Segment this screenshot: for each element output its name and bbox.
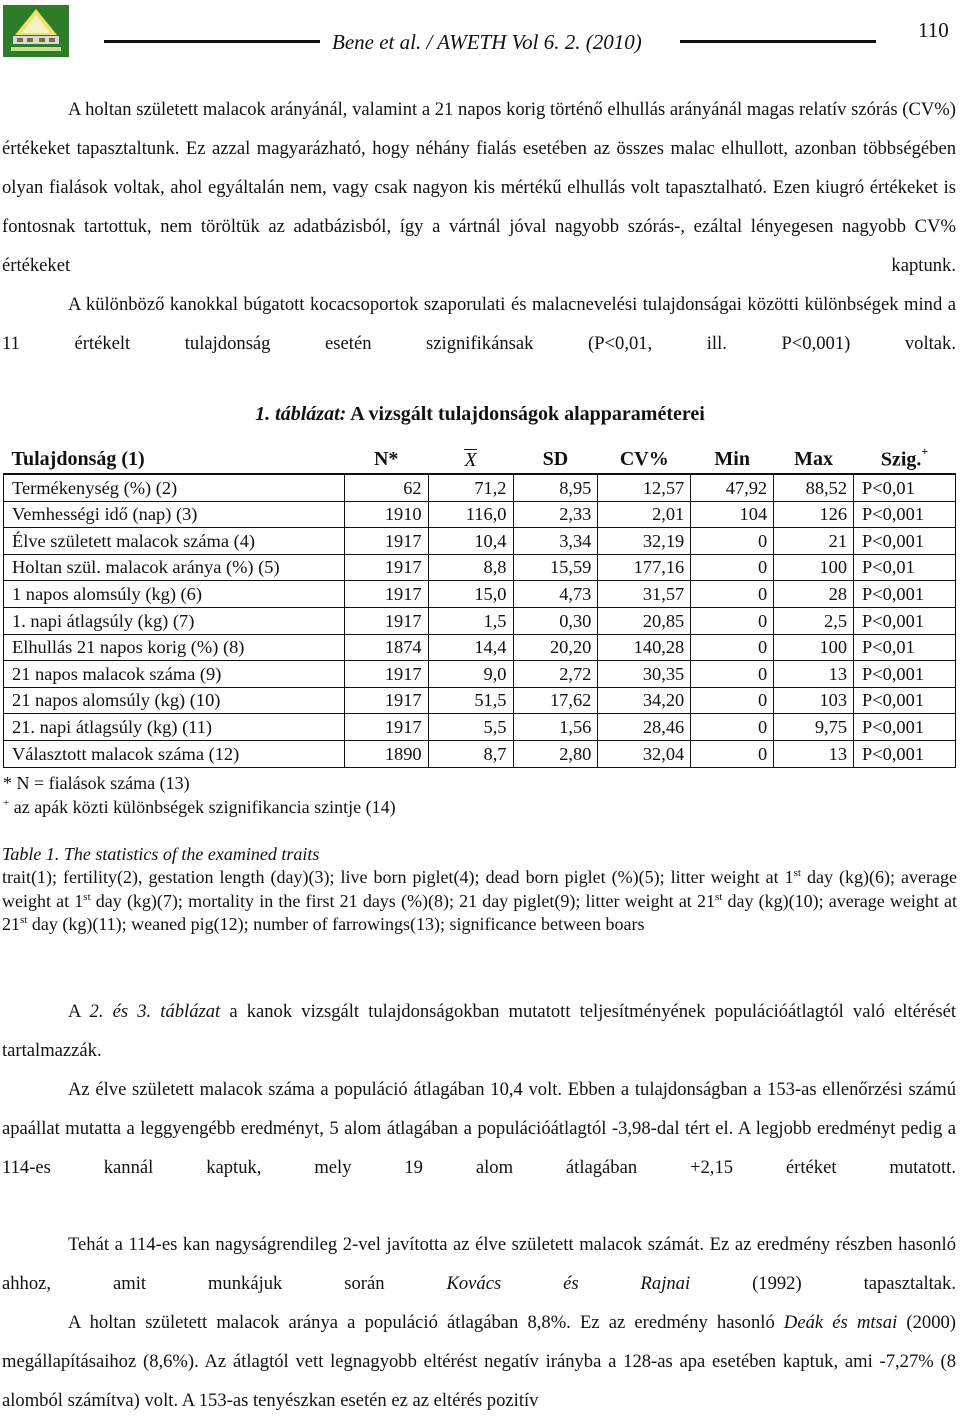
table-cell: 2,01 [598,501,691,528]
table-cell: 28,46 [598,714,691,741]
table-cell: P<0,01 [854,634,956,661]
table-cell: 71,2 [428,474,513,501]
table-cell: 0 [691,528,774,555]
table-cell: 31,57 [598,581,691,608]
table-row [4,528,956,555]
table-cell: 9,0 [428,661,513,688]
table-cell: 3,34 [513,528,598,555]
table-cell: 14,4 [428,634,513,661]
table-cell: 9,75 [774,714,854,741]
table-cell: 15,59 [513,554,598,581]
table-cell: 10,4 [428,528,513,555]
table-cell: 0 [691,740,774,767]
header-rule-right [680,40,876,43]
english-table-caption: Table 1. The statistics of the examined traits [2,844,320,864]
page-number: 110 [918,18,949,42]
trait-name-cell: 21 napos malacok száma (9) [4,661,345,688]
table-cell: P<0,001 [854,714,956,741]
table-header-row [4,445,956,474]
table-cell: 2,72 [513,661,598,688]
col-header-max: Max [774,445,854,474]
table-row [4,714,956,741]
table-row [4,634,956,661]
table-cell: 8,8 [428,554,513,581]
table-cell: 100 [774,554,854,581]
trait-name-cell: 21 napos alomsúly (kg) (10) [4,687,345,714]
table-cell: 0 [691,687,774,714]
table-cell: 2,5 [774,607,854,634]
col-header-significance: Szig.+ [854,445,956,474]
table-cell: 47,92 [691,474,774,501]
table-cell: 1,5 [428,607,513,634]
table-row [4,687,956,714]
paragraph-5: Tehát a 114-es kan nagyságrendileg 2-vel javította az élve született malacok számát. Ez az eredmény részben hasonló ahhoz, amit munkájuk során Kovács és Rajnai (1992) tapasztaltak. [2,1234,957,1294]
col-header-n: N* [344,445,428,474]
table-cell: 20,85 [598,607,691,634]
table-row [4,474,956,501]
col-header-min: Min [691,445,774,474]
table-cell: P<0,001 [854,607,956,634]
col-header-sd: SD [513,445,598,474]
trait-name-cell: 1. napi átlagsúly (kg) (7) [4,607,345,634]
table-cell: 8,95 [513,474,598,501]
trait-name-cell: 21. napi átlagsúly (kg) (11) [4,714,345,741]
table-cell: P<0,01 [854,554,956,581]
table-cell: 4,73 [513,581,598,608]
paragraph-2: A különböző kanokkal búgatott kocacsoportok szaporulati és malacnevelési tulajdonságai közötti különbségek mind a 11 értékelt tulajdonság esetén szignifikánsak (P<0,01, ill. P<0,001) voltak. [2,294,956,354]
table-cell: P<0,001 [854,687,956,714]
table-cell: 0 [691,634,774,661]
table-cell: 13 [774,661,854,688]
paragraph-4: Az élve született malacok száma a populáció átlagában 10,4 volt. Ebben a tulajdonságban a 153-as ellenőrzési számú apaállat mutatta a leggyengébb eredményt, 5 alom átlagában a populációátlagtól -3,98-dal tért el. A legjobb eredményt pedig a 114-es kannál kaptuk, mely 19 alom átlagában +2,15 értéket mutatott. [2,1079,956,1178]
table-cell: 1917 [344,528,428,555]
table-cell: 62 [344,474,428,501]
table-cell: 1890 [344,740,428,767]
col-header-mean: X [428,445,513,474]
table-footnote-n: * N = fialások száma (13) [3,773,190,793]
table-cell: 1874 [344,634,428,661]
table-cell: 116,0 [428,501,513,528]
trait-name-cell: Termékenység (%) (2) [4,474,345,501]
table-cell: P<0,001 [854,740,956,767]
table-cell: 104 [691,501,774,528]
table-caption: 1. táblázat: A vizsgált tulajdonságok alapparaméterei [255,403,705,425]
table-cell: P<0,001 [854,661,956,688]
trait-name-cell: Elhullás 21 napos korig (%) (8) [4,634,345,661]
col-header-trait: Tulajdonság (1) [4,445,345,474]
table-cell: 12,57 [598,474,691,501]
table-cell: 103 [774,687,854,714]
table-cell: 100 [774,634,854,661]
journal-logo [3,5,69,57]
table-cell: 1910 [344,501,428,528]
trait-name-cell: 1 napos alomsúly (kg) (6) [4,581,345,608]
table-row [4,607,956,634]
table-cell: 1917 [344,714,428,741]
table-cell: 28 [774,581,854,608]
table-cell: 1917 [344,581,428,608]
table-cell: 1917 [344,661,428,688]
paragraph-1: A holtan született malacok arányánál, valamint a 21 napos korig történő elhullás arányánál magas relatív szórás (CV%) értékeket tapasztaltunk. Ez azzal magyarázható, hogy néhány fialás esetében az összes malac elhullott, azonban többségében olyan fialások voltak, ahol egyáltalán nem, vagy csak nagyon kis mértékű elhullás volt tapasztalható. Ezen kiugró értékeket is fontosnak tartottuk, nem töröltük az adatbázisból, így a vártnál jóval nagyobb szórás-, ezáltal lényegesen nagyobb CV% értékeket kaptunk. [2,99,956,276]
table-cell: 32,19 [598,528,691,555]
table-cell: 0 [691,714,774,741]
table-cell: 177,16 [598,554,691,581]
table-cell: P<0,001 [854,501,956,528]
table-cell: 13 [774,740,854,767]
col-header-cv: CV% [598,445,691,474]
table-cell: 1917 [344,554,428,581]
table-cell: 1917 [344,607,428,634]
table-cell: 2,80 [513,740,598,767]
table-cell: 17,62 [513,687,598,714]
table-cell: 20,20 [513,634,598,661]
table-cell: 8,7 [428,740,513,767]
trait-name-cell: Élve született malacok száma (4) [4,528,345,555]
table-cell: 32,04 [598,740,691,767]
table-cell: 5,5 [428,714,513,741]
table-row [4,501,956,528]
table-cell: 0 [691,607,774,634]
table-cell: 1,56 [513,714,598,741]
paragraph-3: A 2. és 3. táblázat a kanok vizsgált tulajdonságokban mutatott teljesítményének populációátlagtól való eltérését tartalmazzák. [2,1001,956,1061]
table-cell: 0,30 [513,607,598,634]
table-cell: 0 [691,661,774,688]
table-cell: P<0,01 [854,474,956,501]
table-cell: 2,33 [513,501,598,528]
english-trait-list: trait(1); fertility(2), gestation length (day)(3); live born piglet(4); dead born piglet (%)(5); litter weight at 1st day (kg)(6); average weight at 1st day (kg)(7); mortality in the first 21 days (%)(8); 21 day piglet(9); litter weight at 21st day (kg)(10); average weight at 21st day (kg)(11); weaned pig(12); number of farrowings(13); significance between boars [2,867,957,935]
table-cell: 51,5 [428,687,513,714]
table-cell: P<0,001 [854,528,956,555]
table-footnote-significance: + az apák közti különbségek szignifikancia szintje (14) [3,797,396,817]
table-row [4,581,956,608]
statistics-table [3,445,956,768]
table-row [4,554,956,581]
trait-name-cell: Holtan szül. malacok aránya (%) (5) [4,554,345,581]
table-cell: 1917 [344,687,428,714]
table-cell: 30,35 [598,661,691,688]
table-row [4,661,956,688]
header-rule-left [104,40,320,43]
table-cell: 0 [691,581,774,608]
table-cell: P<0,001 [854,581,956,608]
table-cell: 140,28 [598,634,691,661]
table-cell: 15,0 [428,581,513,608]
trait-name-cell: Választott malacok száma (12) [4,740,345,767]
table-cell: 34,20 [598,687,691,714]
journal-citation: Bene et al. / AWETH Vol 6. 2. (2010) [332,30,642,54]
table-cell: 88,52 [774,474,854,501]
trait-name-cell: Vemhességi idő (nap) (3) [4,501,345,528]
table-cell: 0 [691,554,774,581]
table-cell: 21 [774,528,854,555]
table-cell: 126 [774,501,854,528]
paragraph-6: A holtan született malacok aránya a populáció átlagában 8,8%. Ez az eredmény hasonló Deák és mtsai (2000) megállapításaihoz (8,6%). Az átlagtól vett legnagyobb eltérést negatív irányba a 128-as apa esetében kaptuk, ami -7,27% (8 alomból számítva) volt. A 153-as tenyészkan esetén ez az eltérés pozitív [2,1312,956,1411]
table-row [4,740,956,767]
